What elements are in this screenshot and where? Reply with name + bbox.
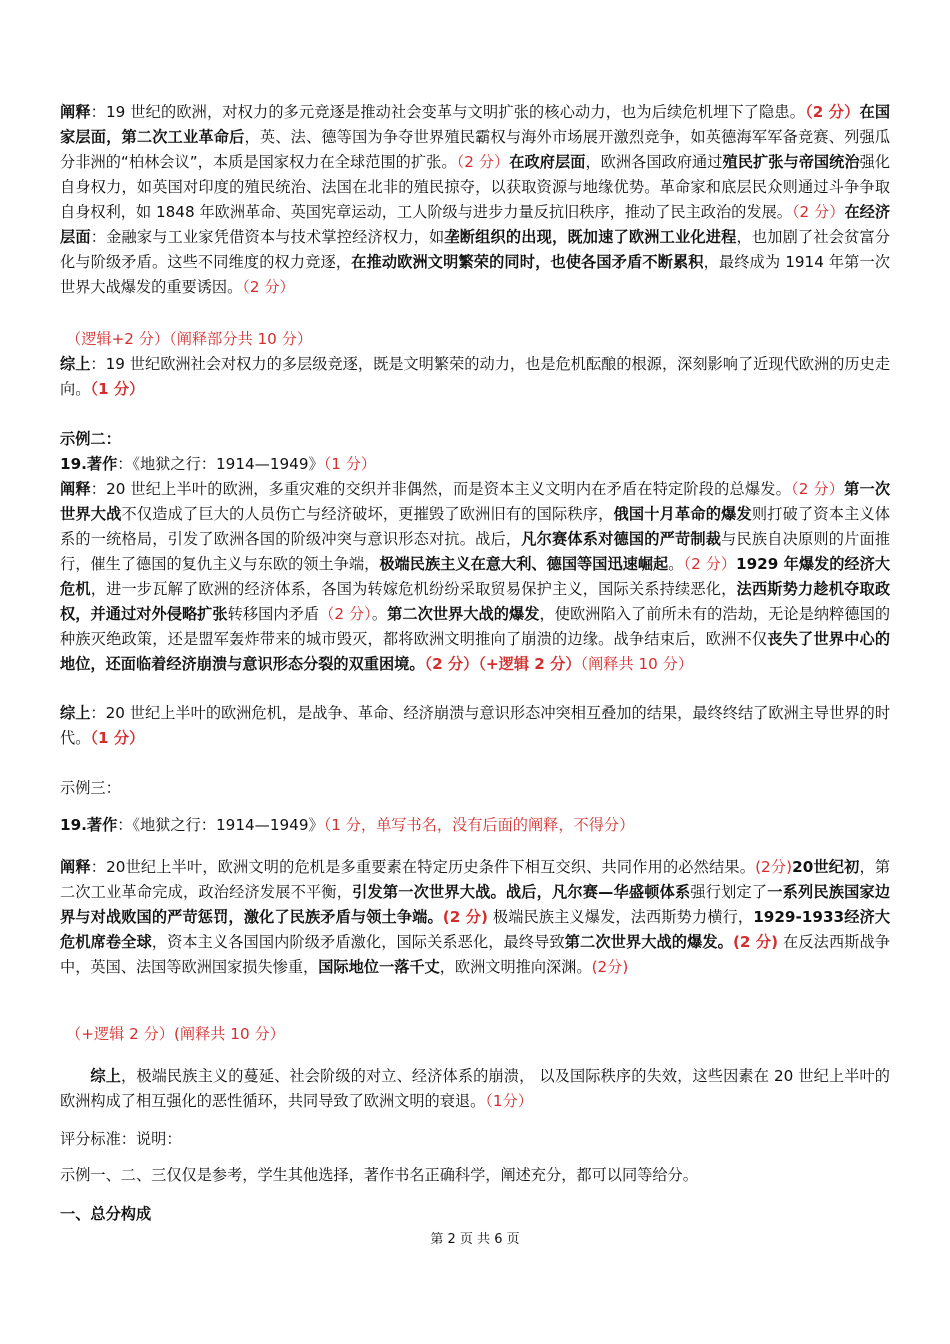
section-heading: 一、总分构成 (60, 1205, 152, 1223)
text-run: 。 (371, 605, 388, 623)
text-run: 在国家层面，第二次工业革命后 (60, 103, 891, 146)
text-run: ，资本主义各国国内阶级矛盾激化，国际关系恶化，最终导致 (151, 933, 565, 951)
text-run: 垄断组织的出现，既加速了欧洲工业化进程 (444, 228, 737, 246)
example2-summary: 综上：20 世纪上半叶的欧洲危机，是战争、革命、经济崩溃与意识形态冲突相互叠加的结果，最终终结了欧洲主导世界的时代。（1 分） (60, 704, 891, 747)
text-run: (2 分) (732, 933, 779, 951)
text-run: 则打破了资本主义体系的一统格局，引发了欧洲各国的阶级冲突与意识形态对抗。战后， (60, 505, 891, 548)
text-run: 一系列民族国家边界与对战败国的严苛惩罚，激化了民族矛盾与领土争端。 (60, 883, 891, 926)
text-run: 阐释 (60, 103, 91, 121)
text-run: 极端民族主义在意大利、德国等国迅速崛起 (379, 555, 669, 573)
example3-explanation (60, 855, 890, 980)
text-run: （2 分） (683, 555, 737, 573)
text-run: ：20世纪上半叶，欧洲文明的危机是多重要素在特定历史条件下相互交织、共同作用的必然结果。 (90, 858, 756, 876)
text-run: ：20 世纪上半叶的欧洲，多重灾难的交织并非偶然，而是资本主义文明内在矛盾在特定阶段的总爆发。 (90, 480, 791, 498)
text-run: 不仅造成了巨大的人员伤亡与经济破坏，更摧毁了欧洲旧有的国际秩序， (121, 505, 614, 523)
text-run: 丧失了世界中心的地位，还面临着经济崩溃与意识形态分裂的双重困境。 (60, 630, 891, 673)
text-run: 第一次世界大战 (60, 480, 891, 523)
text-run: ，第二次工业革命完成，政治经济发展不平衡， (60, 858, 891, 901)
text-run: 在反法西斯战争中，英国、法国等欧洲国家损失惨重， (60, 933, 891, 976)
text-run: ，进一步瓦解了欧洲的经济体系，各国为转嫁危机纷纷采取贸易保护主义，国际关系持续恶化， (90, 580, 737, 598)
text-run: 第二次世界大战的爆发 (387, 605, 540, 623)
criteria-heading: 评分标准：说明： (60, 1130, 182, 1148)
example3-summary: 综上，极端民族主义的蔓延、社会阶级的对立、经济体系的崩溃， 以及国际秩序的失效，这些因素在 20 世纪上半叶的欧洲构成了相互强化的恶性循环，共同导致了欧洲文明的衰退。（1分） (60, 1067, 890, 1110)
text-run: 极端民族主义爆发，法西斯势力横行， (487, 908, 754, 926)
text-run: 1929-1933经济大危机席卷全球 (60, 908, 891, 951)
example1-logic-score: （逻辑+2 分）（阐释部分共 10 分） (66, 330, 313, 348)
criteria-note: 示例一、二、三仅仅是参考，学生其他选择，著作书名正确科学，阐述充分，都可以同等给分。 (60, 1166, 698, 1184)
text-run: 俄国十月革命的爆发 (613, 505, 752, 523)
text-run: （2 分） (805, 103, 860, 121)
text-run: ，欧洲各国政府通过 (585, 153, 723, 171)
text-run: 在推动欧洲文明繁荣的同时，也使各国矛盾不断累积 (351, 253, 704, 271)
text-run: 转移国内矛盾 (227, 605, 320, 623)
example1-explanation (60, 100, 890, 300)
text-run: 强行划定了 (690, 883, 768, 901)
text-run: 强化自身权力，如英国对印度的殖民统治、法国在北非的殖民掠夺，以获取资源与地缘优势。革命家和底层民众则通过斗争争取自身权利，如 1848 年欧洲革命、英国宪章运动，工人阶级与进步力量反抗旧秩序，推动了民主政治的发展。 (60, 153, 891, 221)
text-run: 阐释 (60, 480, 91, 498)
text-run: 20世纪初 (792, 858, 860, 876)
example3-logic-score: （+逻辑 2 分）(阐释共 10 分） (66, 1025, 285, 1043)
example1-summary: 综上：19 世纪欧洲社会对权力的多层级竞逐，既是文明繁荣的动力，也是危机酝酿的根源，深刻影响了近现代欧洲的历史走向。（1 分） (60, 355, 891, 398)
text-run: 第二次世界大战的爆发。 (564, 933, 733, 951)
example2-explanation (60, 477, 890, 677)
text-run: ：19 世纪的欧洲，对权力的多元竞逐是推动社会变革与文明扩张的核心动力，也为后续危机埋下了隐患。 (90, 103, 806, 121)
text-run: (2分) (591, 958, 629, 976)
text-run: 凡尔赛体系对德国的严苛制裁 (521, 530, 722, 548)
text-run: 阐释 (60, 858, 91, 876)
text-run: 殖民扩张与帝国统治 (722, 153, 860, 171)
text-run: （阐释共 10 分） (580, 655, 694, 673)
text-run: ，也加剧了社会贫富分化与阶级矛盾。这些不同维度的权力竞逐， (60, 228, 891, 271)
text-run: 在经济层面 (60, 203, 891, 246)
text-run: 。 (668, 555, 684, 573)
text-run: （2 分） (242, 278, 295, 296)
text-run: ，英、法、德等国为争夺世界殖民霸权与海外市场展开激烈竞争，如英德海军军备竞赛、列强瓜分非洲的“柏林会议”，本质是国家权力在全球范围的扩张。 (60, 128, 891, 171)
text-run: 法西斯势力趁机夺取政权，并通过对外侵略扩张 (60, 580, 891, 623)
example3-book: 19.著作：《地狱之行：1914—1949》（1 分，单写书名，没有后面的阐释，不得分） (60, 816, 635, 834)
example2-heading: 示例二： (60, 430, 121, 448)
text-run: （2 分） (319, 605, 372, 623)
text-run: （2 分）（+逻辑 2 分） (424, 655, 581, 673)
text-run: ，最终成为 1914 年第一次世界大战爆发的重要诱因。 (60, 253, 891, 296)
text-run: 1929 年爆发的经济大危机 (60, 555, 891, 598)
text-run: （2 分） (456, 153, 510, 171)
text-run: ：金融家与工业家凭借资本与技术掌控经济权力，如 (90, 228, 445, 246)
text-run: (2分) (755, 858, 793, 876)
text-run: ，使欧洲陷入了前所未有的浩劫，无论是纳粹德国的种族灭绝政策，还是盟军轰炸带来的城市毁灭，都将欧洲文明推向了崩溃的边缘。战争结束后，欧洲不仅 (60, 605, 891, 648)
text-run: 与民族自决原则的片面推行，催生了德国的复仇主义与东欧的领土争端， (60, 530, 891, 573)
example3-heading: 示例三： (60, 779, 121, 797)
text-run: （2 分） (790, 480, 845, 498)
example2-book: 19.著作：《地狱之行：1914—1949》（1 分） (60, 455, 377, 473)
text-run: （2 分） (791, 203, 845, 221)
text-run: (2 分) (442, 908, 488, 926)
text-run: 国际地位一落千丈 (318, 958, 440, 976)
page-footer: 第 2 页 共 6 页 (430, 1232, 520, 1247)
text-run: 引发第一次世界大战。战后，凡尔赛—华盛顿体系 (352, 883, 691, 901)
text-run: 在政府层面 (509, 153, 586, 171)
text-run: ，欧洲文明推向深渊。 (439, 958, 592, 976)
